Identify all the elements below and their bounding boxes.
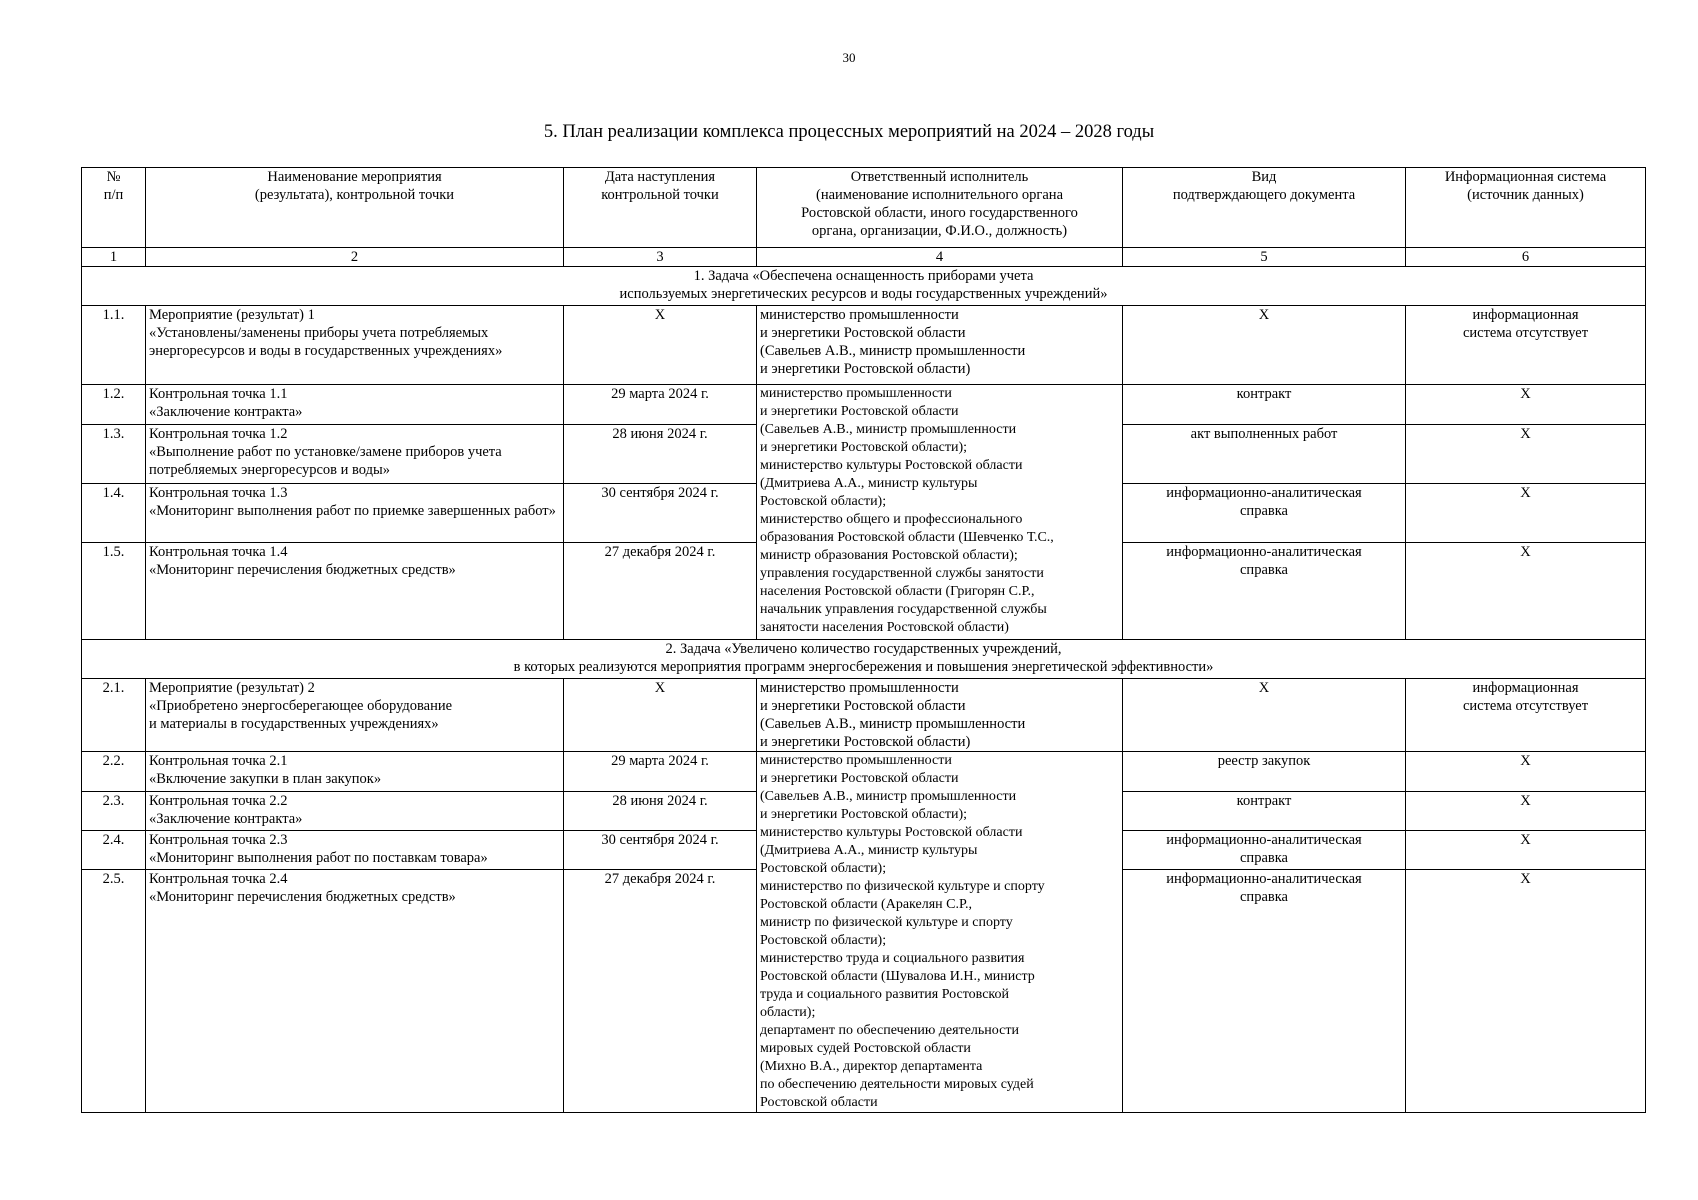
row-number: 1.3. (82, 425, 146, 484)
point-date: 30 сентября 2024 г. (564, 831, 757, 870)
column-number: 4 (757, 248, 1123, 267)
event-responsible: министерство промышленности и энергетики Ростовской области (Савельев А.В., министр промышленности и энергетики Ростовской области) (757, 306, 1123, 385)
task-title: 2. Задача «Увеличено количество государственных учреждений, в которых реализуются мероприятия программ энергосбережения и повышения энергетической эффективности» (82, 640, 1646, 679)
event-document: Х (1123, 306, 1406, 385)
point-document: контракт (1123, 385, 1406, 425)
column-number: 6 (1406, 248, 1646, 267)
column-number-row (82, 248, 1646, 267)
point-system: Х (1406, 543, 1646, 640)
page-title: 5. План реализации комплекса процессных мероприятий на 2024 – 2028 годы (543, 122, 1155, 142)
point-system: Х (1406, 385, 1646, 425)
header-cell-responsible: Ответственный исполнитель (наименование исполнительного органа Ростовской области, иного государственного органа, организации, Ф.И.О., должность) (757, 168, 1123, 248)
point-name: Контрольная точка 1.2 «Выполнение работ по установке/замене приборов учета потребляемых энергоресурсов и воды» (146, 425, 564, 484)
point-system: Х (1406, 484, 1646, 543)
plan-table (81, 167, 1646, 1113)
header-row (82, 168, 1646, 248)
event-responsible: министерство промышленности и энергетики Ростовской области (Савельев А.В., министр промышленности и энергетики Ростовской области) (757, 679, 1123, 752)
point-name: Контрольная точка 2.1 «Включение закупки в план закупок» (146, 752, 564, 792)
event-name: Мероприятие (результат) 2 «Приобретено энергосберегающее оборудование и материалы в государственных учреждениях» (146, 679, 564, 752)
header-cell-number: № п/п (82, 168, 146, 248)
header-cell-document: Вид подтверждающего документа (1123, 168, 1406, 248)
event-document: Х (1123, 679, 1406, 752)
event-date: Х (564, 306, 757, 385)
event-name: Мероприятие (результат) 1 «Установлены/заменены приборы учета потребляемых энергоресурсов и воды в государственных учреждениях» (146, 306, 564, 385)
row-number: 1.2. (82, 385, 146, 425)
event-date: Х (564, 679, 757, 752)
point-system: Х (1406, 752, 1646, 792)
point-date: 29 марта 2024 г. (564, 752, 757, 792)
point-document: реестр закупок (1123, 752, 1406, 792)
event-system: информационная система отсутствует (1406, 679, 1646, 752)
point-system: Х (1406, 831, 1646, 870)
point-name: Контрольная точка 2.3 «Мониторинг выполнения работ по поставкам товара» (146, 831, 564, 870)
point-document: информационно-аналитическая справка (1123, 831, 1406, 870)
table-row (82, 752, 1646, 792)
point-date: 28 июня 2024 г. (564, 792, 757, 831)
column-number: 1 (82, 248, 146, 267)
task-title: 1. Задача «Обеспечена оснащенность приборами учета используемых энергетических ресурсов и воды государственных учреждений» (82, 267, 1646, 306)
event-system: информационная система отсутствует (1406, 306, 1646, 385)
point-date: 27 декабря 2024 г. (564, 870, 757, 1113)
point-name: Контрольная точка 2.2 «Заключение контракта» (146, 792, 564, 831)
point-name: Контрольная точка 1.1 «Заключение контракта» (146, 385, 564, 425)
point-document: информационно-аналитическая справка (1123, 870, 1406, 1113)
task-row (82, 640, 1646, 679)
page-number: 30 (842, 50, 856, 65)
task-row (82, 267, 1646, 306)
point-document: акт выполненных работ (1123, 425, 1406, 484)
table-row (82, 306, 1646, 385)
point-document: информационно-аналитическая справка (1123, 484, 1406, 543)
row-number: 2.1. (82, 679, 146, 752)
header-cell-name: Наименование мероприятия (результата), контрольной точки (146, 168, 564, 248)
point-name: Контрольная точка 1.4 «Мониторинг перечисления бюджетных средств» (146, 543, 564, 640)
point-date: 30 сентября 2024 г. (564, 484, 757, 543)
point-system: Х (1406, 870, 1646, 1113)
row-number: 1.5. (82, 543, 146, 640)
point-system: Х (1406, 792, 1646, 831)
point-date: 27 декабря 2024 г. (564, 543, 757, 640)
point-document: контракт (1123, 792, 1406, 831)
point-date: 28 июня 2024 г. (564, 425, 757, 484)
row-number: 2.4. (82, 831, 146, 870)
table-row (82, 385, 1646, 425)
point-document: информационно-аналитическая справка (1123, 543, 1406, 640)
header-cell-date: Дата наступления контрольной точки (564, 168, 757, 248)
point-name: Контрольная точка 1.3 «Мониторинг выполнения работ по приемке завершенных работ» (146, 484, 564, 543)
table-row (82, 679, 1646, 752)
column-number: 5 (1123, 248, 1406, 267)
header-cell-system: Информационная система (источник данных) (1406, 168, 1646, 248)
row-number: 2.5. (82, 870, 146, 1113)
points-responsible: министерство промышленности и энергетики Ростовской области (Савельев А.В., министр промышленности и энергетики Ростовской области); министерство культуры Ростовской области (Дмитриева А.А., министр культуры Ростовской области); министерство по физической культуре и спорту Ростовской области (Аракелян С.Р., министр по физической культуре и спорту Ростовской области); министерство труда и социального развития Ростовской области (Шувалова И.Н., министр труда и социального развития Ростовской области); департамент по обеспечению деятельности мировых судей Ростовской области (Михно В.А., директор департамента по обеспечению деятельности мировых судей Ростовской области (757, 752, 1123, 1113)
points-responsible: министерство промышленности и энергетики Ростовской области (Савельев А.В., министр промышленности и энергетики Ростовской области); министерство культуры Ростовской области (Дмитриева А.А., министр культуры Ростовской области); министерство общего и профессионального образования Ростовской области (Шевченко Т.С., министр образования Ростовской области); управления государственной службы занятости населения Ростовской области (Григорян С.Р., начальник управления государственной службы занятости населения Ростовской области) (757, 385, 1123, 640)
point-system: Х (1406, 425, 1646, 484)
row-number: 1.4. (82, 484, 146, 543)
point-date: 29 марта 2024 г. (564, 385, 757, 425)
column-number: 3 (564, 248, 757, 267)
point-name: Контрольная точка 2.4 «Мониторинг перечисления бюджетных средств» (146, 870, 564, 1113)
row-number: 2.3. (82, 792, 146, 831)
column-number: 2 (146, 248, 564, 267)
row-number: 1.1. (82, 306, 146, 385)
row-number: 2.2. (82, 752, 146, 792)
